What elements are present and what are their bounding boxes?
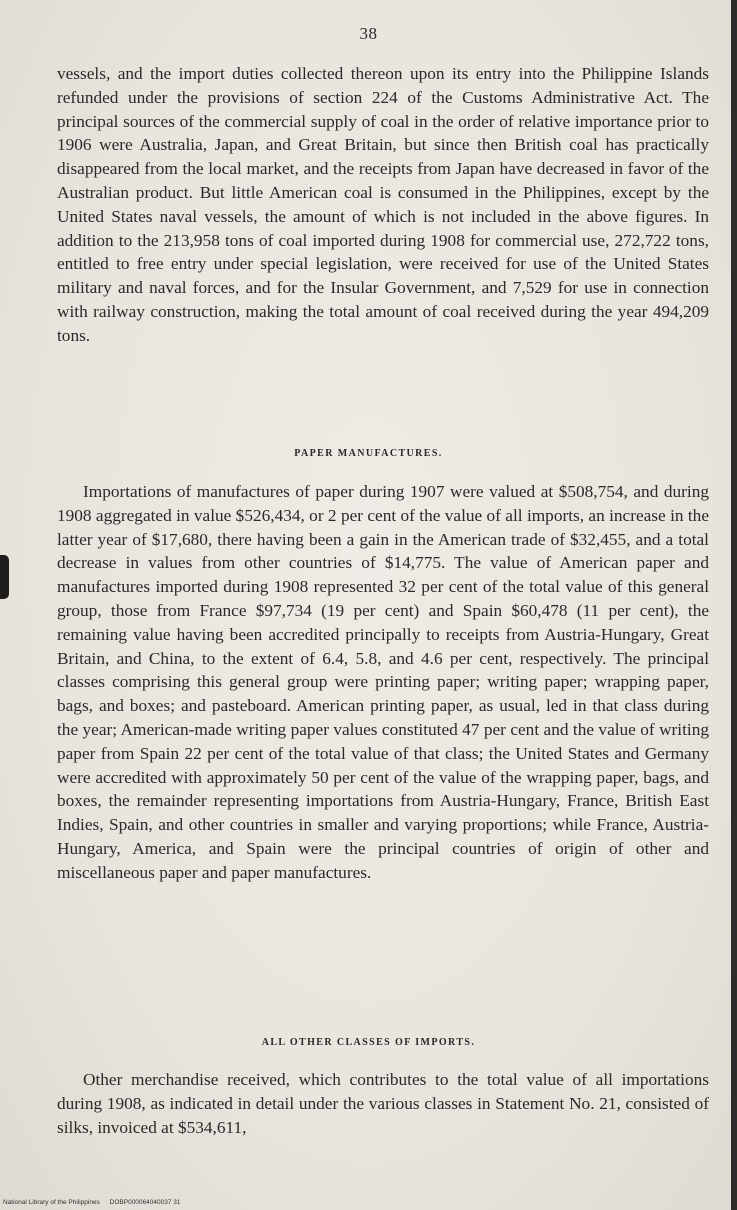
paragraph-coal: vessels, and the import duties collected thereon upon its entry into the Philippine Islands refunded under the provisions of section 224 of the Customs Administrative Act. The principal sources of the commercial supply of coal in the order of relative importance prior to 1906 were Australia, Japan, and Great Britain, but since then British coal has practically disappeared from the local market, and the receipts from Japan have decreased in favor of the Australian product. But little American coal is consumed in the Philippines, except by the United States naval vessels, the amount of which is not included in the above figures. In addition to the 213,958 tons of coal imported during 1908 for commercial use, 272,722 tons, entitled to free entry under special legislation, were received for use of the United States military and naval forces, and for the Insular Government, and 7,529 for use in connection with railway construction, making the total amount of coal received during the year 494,209 tons. (57, 64, 709, 345)
section-heading-paper-manufactures: PAPER MANUFACTURES. (294, 448, 443, 459)
paragraph-paper-manufactures: Importations of manufactures of paper during 1907 were valued at $508,754, and during 1908 aggregated in value $526,434, or 2 per cent of the value of all imports, an increase in the latter year of $17,680, there having been a gain in the American trade of $32,455, and a total decrease in values from other countries of $14,775. The value of American paper and manufactures imported during 1908 represented 32 per cent of the total value of this general group, those from France $97,734 (19 per cent) and Spain $60,478 (11 per cent), the remaining value having been accredited principally to receipts from Austria-Hungary, Great Britain, and China, to the extent of 6.4, 5.8, and 4.6 per cent, respectively. The principal classes comprising this general group were printing paper; writing paper; wrapping paper, bags, and boxes; and pasteboard. American printing paper, as usual, led in that class during the year; American-made writing paper values constituted 47 per cent and the value of writing paper from Spain 22 per cent of the total value of that class; the United States and Germany were accredited with approximately 50 per cent of the value of the wrapping paper, bags, and boxes, the remainder representing importations from Austria-Hungary, France, British East Indies, Spain, and other countries in smaller and varying proportions; while France, Austria-Hungary, America, and Spain were the principal countries of origin of other and miscellaneous paper and paper manufactures. (57, 482, 709, 882)
section-heading-other-imports: ALL OTHER CLASSES OF IMPORTS. (261, 1037, 476, 1048)
scan-footer (3, 1199, 189, 1206)
page-number: 38 (359, 24, 378, 43)
page-binding-edge (731, 0, 737, 1210)
footer-library: National Library of the Philippines (3, 1199, 100, 1206)
scan-artifact-mark (0, 555, 9, 599)
footer-record-id: DOBP000064040037 31 (109, 1199, 181, 1206)
other-imports-paragraph-block (57, 1068, 709, 1139)
paragraph-other-imports: Other merchandise received, which contributes to the total value of all importations during 1908, as indicated in detail under the various classes in Statement No. 21, consisted of silks, invoiced at $534,611, (57, 1070, 709, 1137)
coal-paragraph-block (57, 62, 709, 348)
paper-paragraph-block (57, 480, 709, 885)
